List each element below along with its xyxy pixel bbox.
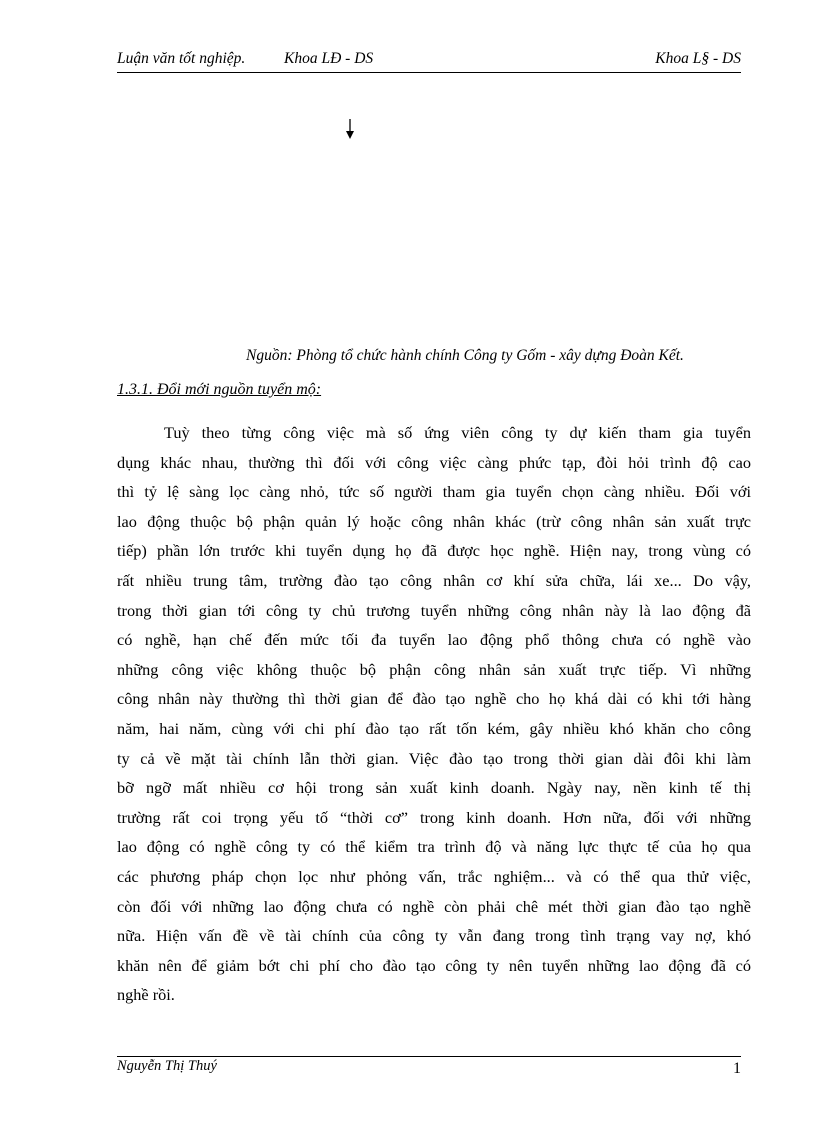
body-line: công nhân này thường thì thời gian để đào tạo nghề cho họ khá dài có khi tới hàng — [117, 689, 751, 709]
page-footer — [117, 1056, 741, 1079]
body-line: trong thời gian tới công ty chủ trương tuyển những công nhân này là lao động đã — [117, 600, 751, 620]
body-line: ty cả về mặt tài chính lẫn thời gian. Việc đào tạo trong thời gian dài đôi khi làm — [117, 748, 751, 768]
source-note: Nguồn: Phòng tổ chức hành chính Công ty Gốm - xây dựng Đoàn Kết. — [246, 347, 684, 364]
body-line: rất nhiều trung tâm, trường đào tạo công nhân cơ khí sửa chữa, lái xe... Do vậy, — [117, 570, 751, 590]
body-line: Tuỳ theo từng công việc mà số ứng viên công ty dự kiến tham gia tuyển — [164, 423, 751, 442]
section-heading: 1.3.1. Đổi mới nguồn tuyển mộ: — [117, 381, 322, 398]
body-line: tiếp) phần lớn trước khi tuyển dụng họ đã được học nghề. Hiện nay, trong vùng có — [117, 541, 751, 561]
header-faculty-right: Khoa L§ - DS — [655, 50, 741, 67]
body-line: dụng khác nhau, thường thì đối với công việc càng phức tạp, đòi hỏi trình độ cao — [117, 452, 751, 472]
down-arrow-icon — [344, 119, 356, 139]
body-line: lao động thuộc bộ phận quản lý hoặc công nhân khác (trừ công nhân sản xuất trực — [117, 511, 751, 531]
body-line: những công việc không thuộc bộ phận công nhân sản xuất trực tiếp. Vì những — [117, 659, 751, 679]
body-paragraph — [117, 418, 751, 1010]
body-line: trường rất coi trọng yếu tố “thời cơ” trong kinh doanh. Hơn nữa, đối với những — [117, 807, 751, 827]
body-line: nữa. Hiện vấn đề về tài chính của công ty vẫn đang trong tình trạng vay nợ, khó — [117, 926, 751, 946]
body-line: có nghề, hạn chế đến mức tối đa tuyển lao động phổ thông chưa có nghề vào — [117, 630, 751, 650]
body-line: còn đối với những lao động chưa có nghề còn phải chê mét thời gian đào tạo nghề — [117, 896, 751, 916]
body-line: thì tỷ lệ sàng lọc càng nhỏ, tức số người tham gia tuyển chọn càng nhiều. Đối với — [117, 482, 751, 502]
body-line: nghề rồi. — [117, 985, 175, 1005]
body-line: năm, hai năm, cùng với chi phí đào tạo rất tốn kém, gây nhiều khó khăn cho công — [117, 718, 751, 738]
body-line: bỡ ngỡ mất nhiều cơ hội trong sản xuất kinh doanh. Ngày nay, nền kinh tế thị — [117, 778, 751, 798]
header-thesis-title: Luận văn tốt nghiệp. — [117, 50, 246, 67]
page-number: 1 — [733, 1060, 741, 1077]
body-line: khăn nên để giảm bớt chi phí cho đào tạo công ty nên tuyển những lao động đã có — [117, 955, 751, 975]
body-line: lao động có nghề công ty có thể kiểm tra trình độ và năng lực thực tế của họ qua — [117, 837, 751, 857]
header-faculty: Khoa LĐ - DS — [284, 50, 374, 67]
footer-author: Nguyễn Thị Thuý — [117, 1058, 217, 1074]
body-line: các phương pháp chọn lọc như phỏng vấn, trắc nghiệm... và có thể qua thử việc, — [117, 866, 751, 886]
page-header — [117, 50, 741, 73]
